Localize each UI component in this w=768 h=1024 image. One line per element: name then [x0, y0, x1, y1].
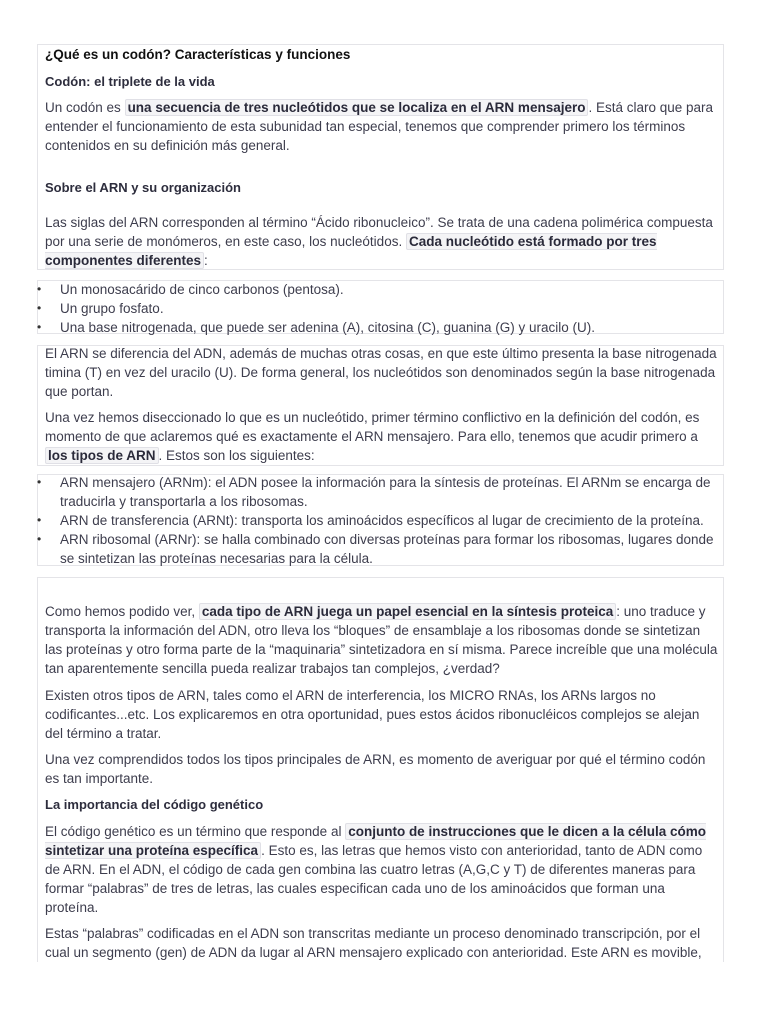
heading-genetic-code: La importancia del código genético	[45, 797, 264, 812]
list-item: • Una base nitrogenada, que puede ser adenina (A), citosina (C), guanina (G) y uracilo (U).	[0, 318, 724, 337]
heading-codon: Codón: el triplete de la vida	[45, 74, 215, 89]
paragraph-arn-siglas: Las siglas del ARN corresponden al término “Ácido ribonucleico”. Se trata de una cadena polimérica compuesta por una serie de monómeros, en este caso, los nucleótidos. Cada nucleótido está formado por tres componentes diferentes :	[45, 215, 713, 268]
paragraph-arn-roles: Como hemos podido ver, cada tipo de ARN juega un papel esencial en la síntesis proteica : uno traduce y transporta la información del ADN, otro lleva los “bloques” de ensamblaje a los ribosomas donde se sintetizan las proteínas y otro forma parte de la “maquinaria” sintetizadora en sí misma. Parece increíble que una molécula tan aparentemente sencilla pueda realizar trabajos tan complejos, ¿verdad?	[45, 604, 718, 676]
paragraph-transcription: Estas “palabras” codificadas en el ADN son transcritas mediante un proceso denominado transcripción, por el cual un segmento (gen) de ADN da lugar al ARN mensajero explicado con anterioridad. Este ARN es movible,	[45, 926, 702, 960]
highlight-arn-roles: cada tipo de ARN juega un papel esencial en la síntesis proteica	[199, 603, 616, 620]
highlight-nucleotide-components: Cada nucleótido está formado por tres componentes diferentes	[45, 234, 657, 268]
highlight-arn-types: los tipos de ARN	[45, 447, 159, 464]
arn-types-list	[0, 473, 724, 568]
heading-arn-organization: Sobre el ARN y su organización	[45, 180, 242, 195]
list-item: • ARN mensajero (ARNm): el ADN posee la información para la síntesis de proteínas. El ARNm se encarga de traducirla y transportarla a los ribosomas.	[0, 473, 724, 511]
list-item: • Un grupo fosfato.	[0, 299, 724, 318]
highlight-genetic-code: conjunto de instrucciones que le dicen a la célula cómo sintetizar una proteína específica	[45, 824, 707, 858]
paragraph-codon-importance: Una vez comprendidos todos los tipos principales de ARN, es momento de averiguar por qué el término codón es tan importante.	[45, 752, 706, 786]
paragraph-codon-definition: Un codón es una secuencia de tres nucleótidos que se localiza en el ARN mensajero . Está claro que para entender el funcionamiento de esta subunidad tan especial, tenemos que comprender primero los términos contenidos en su definición más general.	[45, 100, 714, 153]
paragraph-arn-types-intro: Una vez hemos diseccionado lo que es un nucleótido, primer término conflictivo en la definición del codón, es momento de que aclaremos qué es exactamente el ARN mensajero. Para ello, tenemos que acudir primero a los tipos de ARN . Estos son los siguientes:	[45, 410, 700, 463]
highlight-codon-definition: una secuencia de tres nucleótidos que se localiza en el ARN mensajero	[125, 99, 589, 116]
list-item: • ARN ribosomal (ARNr): se halla combinado con diversas proteínas para formar los ribosomas, lugares donde se sintetizan las proteínas necesarias para la célula.	[0, 530, 724, 568]
nucleotide-components-list	[0, 280, 724, 337]
list-item: • Un monosacárido de cinco carbonos (pentosa).	[0, 280, 724, 299]
page-title: ¿Qué es un codón? Características y funciones	[45, 47, 351, 62]
list-item: • ARN de transferencia (ARNt): transporta los aminoácidos específicos al lugar de crecimiento de la proteína.	[0, 511, 724, 530]
paragraph-arn-vs-adn: El ARN se diferencia del ADN, además de muchas otras cosas, en que este último presenta la base nitrogenada timina (T) en vez del uracilo (U). De forma general, los nucleótidos son denominados según la base nitrogenada que portan.	[45, 346, 717, 399]
paragraph-genetic-code: El código genético es un término que responde al conjunto de instrucciones que le dicen a la célula cómo sintetizar una proteína específica . Esto es, las letras que hemos visto con anterioridad, tanto de ADN como de ARN. En el ADN, el código de cada gen combina las cuatro letras (A,G,C y T) de diferentes maneras para formar “palabras” de tres de letras, las cuales especifican cada uno de los aminoácidos que forman una proteína.	[45, 824, 707, 915]
paragraph-other-arn-types: Existen otros tipos de ARN, tales como el ARN de interferencia, los MICRO RNAs, los ARNs largos no codificantes...etc. Los explicaremos en otra oportunidad, pues estos ácidos ribonucléicos complejos se alejan del término a tratar.	[45, 688, 700, 741]
